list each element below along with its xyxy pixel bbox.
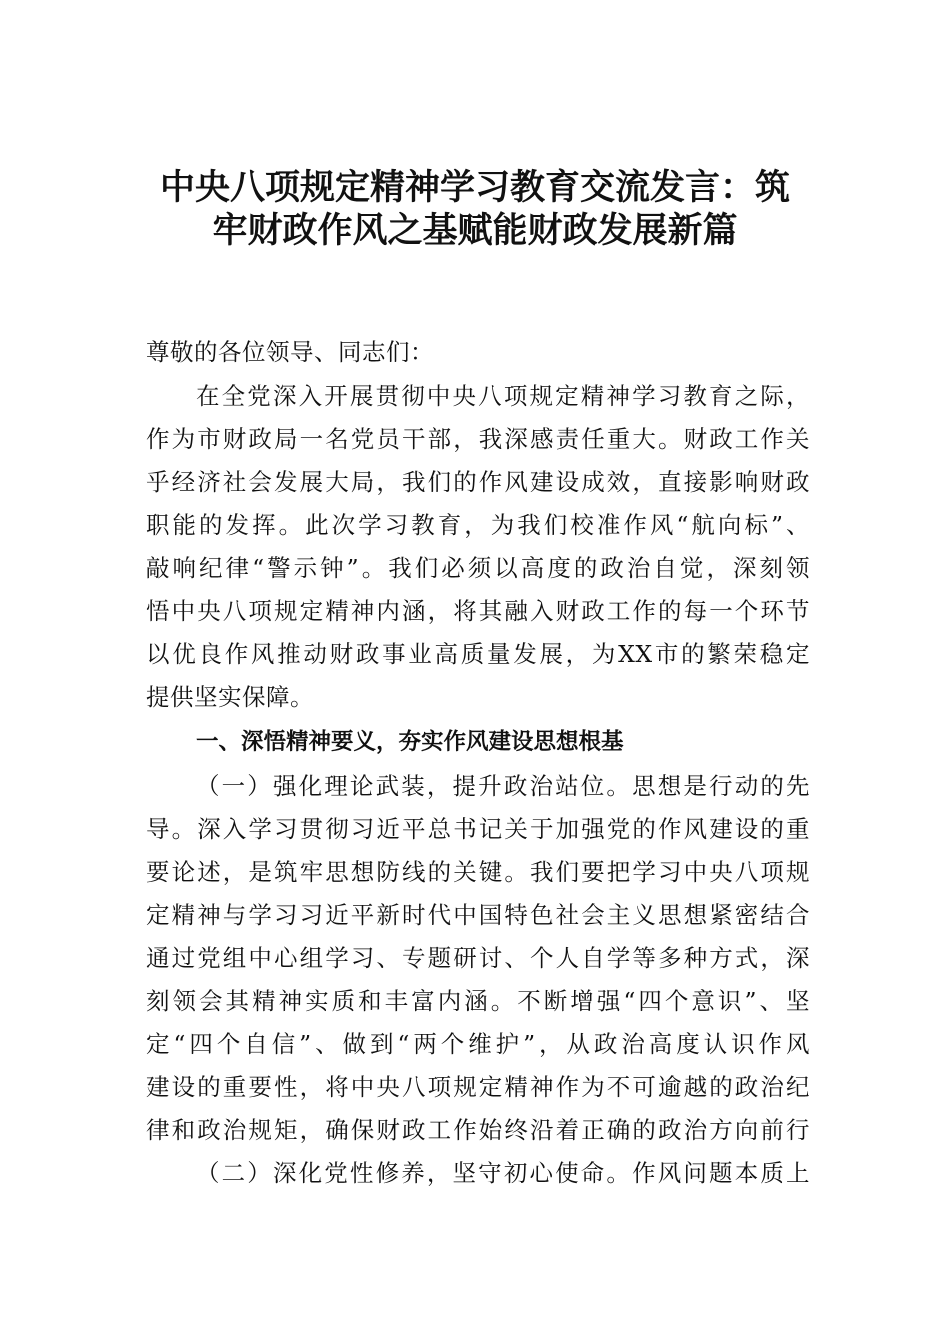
intro-line: 作为市财政局一名党员干部，我深感责任重大。财政工作关	[146, 425, 810, 453]
sub1-line: （一）强化理论武装，提升政治站位。思想是行动的先	[196, 772, 810, 800]
sub1-line: 要论述，是筑牢思想防线的关键。我们要把学习中央八项规	[146, 858, 810, 886]
intro-line: 在全党深入开展贯彻中央八项规定精神学习教育之际，	[196, 382, 810, 410]
intro-line: 悟中央八项规定精神内涵，将其融入财政工作的每一个环节	[146, 597, 810, 625]
sub1-line: 刻领会其精神实质和丰富内涵。不断增强“四个意识”、坚	[146, 987, 810, 1015]
intro-line: 职能的发挥。此次学习教育，为我们校准作风“航向标”、	[146, 511, 810, 539]
intro-line: 提供坚实保障。	[146, 683, 314, 711]
sub2-line: （二）深化党性修养，坚守初心使命。作风问题本质上	[196, 1159, 810, 1187]
intro-line: 乎经济社会发展大局，我们的作风建设成效，直接影响财政	[146, 468, 810, 496]
sub1-line: 通过党组中心组学习、专题研讨、个人自学等多种方式，深	[146, 944, 810, 972]
sub1-line: 定精神与学习习近平新时代中国特色社会主义思想紧密结合	[146, 901, 810, 929]
sub1-line: 定“四个自信”、做到“两个维护”，从政治高度认识作风	[146, 1030, 810, 1058]
sub1-line: 律和政治规矩，确保财政工作始终沿着正确的政治方向前行	[146, 1116, 810, 1144]
sub1-line: 建设的重要性，将中央八项规定精神作为不可逾越的政治纪	[146, 1073, 810, 1101]
document-title-line-1: 中央八项规定精神学习教育交流发言：筑	[159, 168, 790, 208]
intro-line: 敲响纪律“警示钟”。我们必须以高度的政治自觉，深刻领	[146, 554, 810, 582]
salutation: 尊敬的各位领导、同志们：	[146, 338, 434, 366]
document-title-line-2: 牢财政作风之基赋能财政发展新篇	[212, 211, 738, 251]
intro-line: 以优良作风推动财政事业高质量发展，为XX市的繁荣稳定	[146, 640, 810, 668]
section-heading-1: 一、深悟精神要义，夯实作风建设思想根基	[196, 729, 624, 755]
sub1-line: 导。深入学习贯彻习近平总书记关于加强党的作风建设的重	[146, 815, 810, 843]
